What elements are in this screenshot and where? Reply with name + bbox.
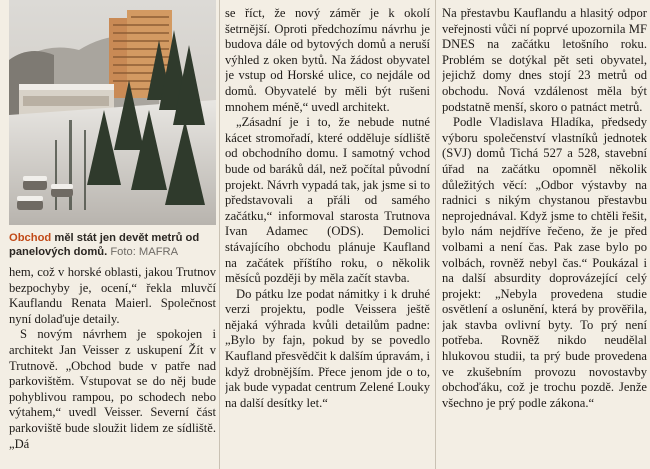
article-column-1 <box>9 0 216 469</box>
column-rule <box>435 0 436 469</box>
article-column-2 <box>225 6 430 469</box>
caption-lead: Obchod <box>9 232 52 244</box>
paragraph: S novým návrhem je spokojen i architekt Jan Veisser z uskupení Žít v Trutnově. „Obchod bude v patře nad parkovištěm. Vstupovat se do něj bude pohyblivou rampou, po schodech nebo výtahem,“ uvedl Veisser. Severní část parkoviště bude sloužit lidem ze sídliště. „Dá <box>9 327 216 451</box>
paragraph: „Zásadní je i to, že nebude nutné kácet stromořadí, které odděluje sídliště od obchodního domu. I samotný vchod bude od baráků dál, než počítal původní projekt. Návrh vypadá tak, jak jsme si to představovali a přáli od samého začátku,“ informoval starosta Trutnova Ivan Adamec (ODS). Demolici stávajícího obchodu plánuje Kaufland na začátek příštího roku, o několik měsíců později by měla začít stavba. <box>225 115 430 286</box>
paragraph: Do pátku lze podat námitky i k druhé verzi projektu, podle Veissera ještě nějaká výhrada kvůli detailům padne: „Bylo by fajn, pokud by se povedlo Kaufland přesvědčit k dalším úpravám, i když drobnějším. Přece jenom jde o to, jak bude vypadat centrum Zelené Louky na další desítky let.“ <box>225 286 430 410</box>
article-photo <box>9 0 216 225</box>
caption-credit: Foto: MAFRA <box>107 246 179 258</box>
column-rule <box>219 0 220 469</box>
article-column-3 <box>442 6 647 469</box>
photo-caption <box>9 231 216 259</box>
paragraph: Podle Vladislava Hladíka, předsedy výboru společenství vlastníků jednotek (SVJ) domů Tichá 527 a 528, stavební úřad na začátku opomněl několik důležitých věcí: „Odbor výstavby na radnici s nikým chystanou přestavbu neprojednával. Když jsme to chtěli řešit, bylo nám nejdříve řečeno, že je před volbami a není čas. Pak zase bylo po volbách, rovněž nebyl čas.“ Poukázal i na další absurdity doprovázející celý projekt: „Nebyla provedena studie osvětlení a oslunění, která by prověřila, jak stavba ovlivní byty. To prý není potřeba. Rovněž nikdo neudělal hlukovou studii, ta prý bude provedena ve zkušebním provozu novostavby obchoďáku, což je trochu pozdě. Jenže všechno je prý podle zákona.“ <box>442 115 647 410</box>
paragraph: se říct, že nový záměr je k okolí šetrnější. Oproti předchozímu návrhu je budova dále od bytových domů a neruší výhled z oken bytů. Na žádost obyvatel je vstup od Horské ulice, co nejdále od domů. Obyvatelé by měli být rušeni mnohem méně,“ uvedl architekt. <box>225 6 430 114</box>
paragraph: hem, což v horské oblasti, jakou Trutnov bezpochyby je, ocení,“ řekla mluvčí Kauflandu Renata Maierl. Společnost nyní dolaďuje detaily. <box>9 265 216 326</box>
photo-illustration <box>9 0 216 225</box>
paragraph: Na přestavbu Kauflandu a hlasitý odpor veřejnosti vůči ní poprvé upozornila MF DNES na začátku letošního roku. Problém se dotýkal pět seti obyvatel, jejichž domy dnes stojí 23 metrů od obchodu. Nová vzdálenost měla být podstatně menší, skoro o patnáct metrů. <box>442 6 647 114</box>
caption-text: měl stát jen devět metrů od panelových domů. <box>9 232 200 258</box>
